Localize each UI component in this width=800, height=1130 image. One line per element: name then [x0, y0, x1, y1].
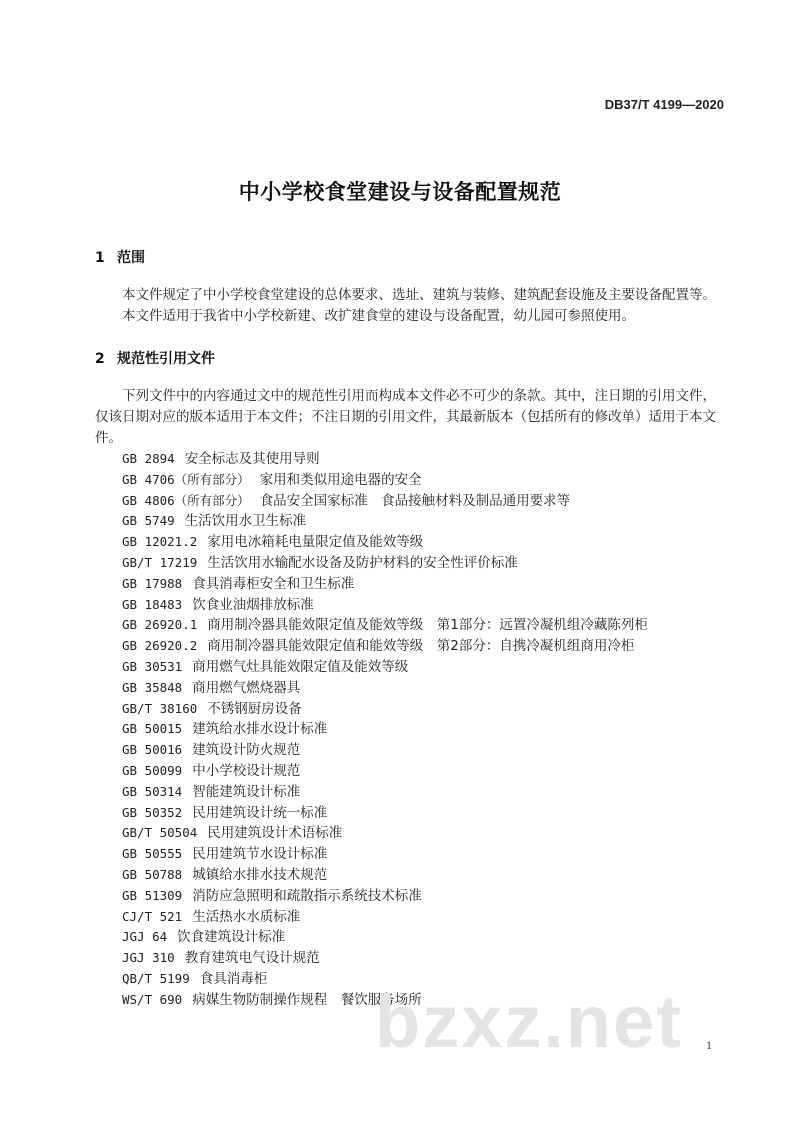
reference-title: 商用燃气燃烧器具 — [192, 679, 301, 696]
document-title: 中小学校食堂建设与设备配置规范 — [238, 180, 562, 204]
reference-code: WS/T 690 — [122, 991, 183, 1007]
reference-title: 食具消毒柜 — [199, 970, 268, 987]
watermark: bzxz.net — [375, 980, 683, 1063]
reference-title: 建筑设计防火规范 — [192, 742, 301, 759]
section-body-scope — [95, 285, 725, 327]
reference-code: GB 4806（所有部分） — [122, 492, 250, 508]
reference-item — [122, 865, 722, 886]
page-number: 1 — [706, 1038, 712, 1052]
reference-item — [122, 803, 722, 824]
reference-code: GB 50352 — [122, 804, 183, 820]
section-number: 1 — [95, 250, 105, 266]
reference-code: GB 4706（所有部分） — [122, 471, 250, 487]
reference-title: 商用燃气灶具能效限定值及能效等级 — [192, 658, 409, 675]
reference-item — [122, 678, 722, 699]
section-number: 2 — [95, 351, 105, 367]
section-heading-normative-references — [95, 348, 215, 368]
reference-code: GB 30531 — [122, 658, 183, 674]
reference-title: 中小学校设计规范 — [192, 762, 301, 779]
reference-title: 家用电冰箱耗电量限定值及能效等级 — [207, 534, 424, 551]
reference-code: GB 18483 — [122, 596, 183, 612]
reference-item — [122, 907, 722, 928]
reference-code: JGJ 64 — [122, 929, 168, 945]
document-code: DB37/T 4199—2020 — [604, 97, 724, 112]
reference-title: 生活饮用水卫生标准 — [184, 513, 307, 530]
reference-item — [122, 719, 722, 740]
reference-code: GB 50555 — [122, 846, 183, 862]
reference-code: GB 51309 — [122, 887, 183, 903]
reference-item — [122, 595, 722, 616]
reference-item — [122, 470, 722, 491]
reference-title: 民用建筑设计术语标准 — [207, 825, 343, 842]
reference-item — [122, 927, 722, 948]
reference-code: GB 50015 — [122, 721, 183, 737]
reference-title: 病媒生物防制操作规程 餐饮服务场所 — [192, 991, 422, 1008]
reference-item — [122, 511, 722, 532]
reference-title: 安全标志及其使用导则 — [184, 451, 320, 467]
reference-title: 生活饮用水输配水设备及防护材料的安全性评价标准 — [207, 554, 518, 571]
reference-code: QB/T 5199 — [122, 970, 190, 986]
section-body-normative-references — [95, 386, 725, 449]
reference-title: 饮食建筑设计标准 — [177, 929, 286, 946]
section-title: 规范性引用文件 — [117, 351, 215, 367]
reference-item — [122, 574, 722, 595]
reference-item — [122, 886, 722, 907]
reference-title: 民用建筑节水设计标准 — [192, 846, 328, 863]
reference-item — [122, 615, 722, 636]
reference-item — [122, 782, 722, 803]
reference-code: GB/T 50504 — [122, 825, 198, 841]
reference-item — [122, 823, 722, 844]
reference-title: 不锈钢厨房设备 — [207, 700, 302, 717]
reference-title: 食具消毒柜安全和卫生标准 — [192, 575, 355, 592]
reference-code: GB/T 17219 — [122, 554, 198, 570]
reference-item — [122, 449, 722, 470]
reference-title: 民用建筑设计统一标准 — [192, 804, 328, 821]
reference-item — [122, 761, 722, 782]
reference-code: GB 17988 — [122, 575, 183, 591]
reference-code: GB 2894 — [122, 451, 175, 466]
reference-item — [122, 553, 722, 574]
reference-code: GB 50788 — [122, 866, 183, 882]
reference-code: JGJ 310 — [122, 950, 175, 966]
reference-title: 智能建筑设计标准 — [192, 783, 301, 800]
paragraph: 下列文件中的内容通过文中的规范性引用而构成本文件必不可少的条款。其中，注日期的引用文件，仅该日期对应的版本适用于本文件；不注日期的引用文件，其最新版本（包括所有的修改单）适用于本文件。 — [95, 388, 716, 446]
reference-code: CJ/T 521 — [122, 908, 183, 924]
paragraph: 本文件适用于我省中小学校新建、改扩建食堂的建设与设备配置，幼儿园可参照使用。 — [122, 308, 635, 324]
reference-title: 商用制冷器具能效限定值及能效等级 第1部分：远置冷凝机组冷藏陈列柜 — [207, 617, 648, 634]
reference-title: 生活热水水质标准 — [192, 908, 301, 925]
section-heading-scope — [95, 247, 145, 267]
reference-item — [122, 491, 722, 512]
reference-code: GB/T 38160 — [122, 700, 198, 716]
reference-code: GB 26920.1 — [122, 617, 198, 633]
paragraph: 本文件规定了中小学校食堂建设的总体要求、选址、建筑与装修、建筑配套设施及主要设备配置等。 — [122, 287, 716, 303]
reference-item — [122, 636, 722, 657]
reference-title: 家用和类似用途电器的安全 — [259, 471, 422, 488]
reference-item — [122, 844, 722, 865]
reference-code: GB 50016 — [122, 742, 183, 758]
reference-title: 消防应急照明和疏散指示系统技术标准 — [192, 887, 422, 904]
reference-code: GB 26920.2 — [122, 638, 198, 654]
reference-code: GB 5749 — [122, 513, 175, 529]
section-title: 范围 — [117, 250, 145, 266]
reference-title: 城镇给水排水技术规范 — [192, 866, 328, 883]
reference-title: 教育建筑电气设计规范 — [184, 950, 320, 967]
reference-title: 建筑给水排水设计标准 — [192, 721, 328, 738]
reference-code: GB 50314 — [122, 783, 183, 799]
reference-item — [122, 948, 722, 969]
reference-item — [122, 740, 722, 761]
reference-item — [122, 532, 722, 553]
reference-code: GB 50099 — [122, 762, 183, 778]
reference-item — [122, 699, 722, 720]
reference-code: GB 35848 — [122, 679, 183, 695]
reference-title: 商用制冷器具能效限定值和能效等级 第2部分：自携冷凝机组商用冷柜 — [207, 638, 635, 655]
reference-code: GB 12021.2 — [122, 534, 198, 550]
reference-item — [122, 657, 722, 678]
reference-title: 饮食业油烟排放标准 — [192, 596, 314, 613]
reference-list — [122, 449, 722, 1011]
reference-title: 食品安全国家标准 食品接触材料及制品通用要求等 — [259, 492, 571, 509]
